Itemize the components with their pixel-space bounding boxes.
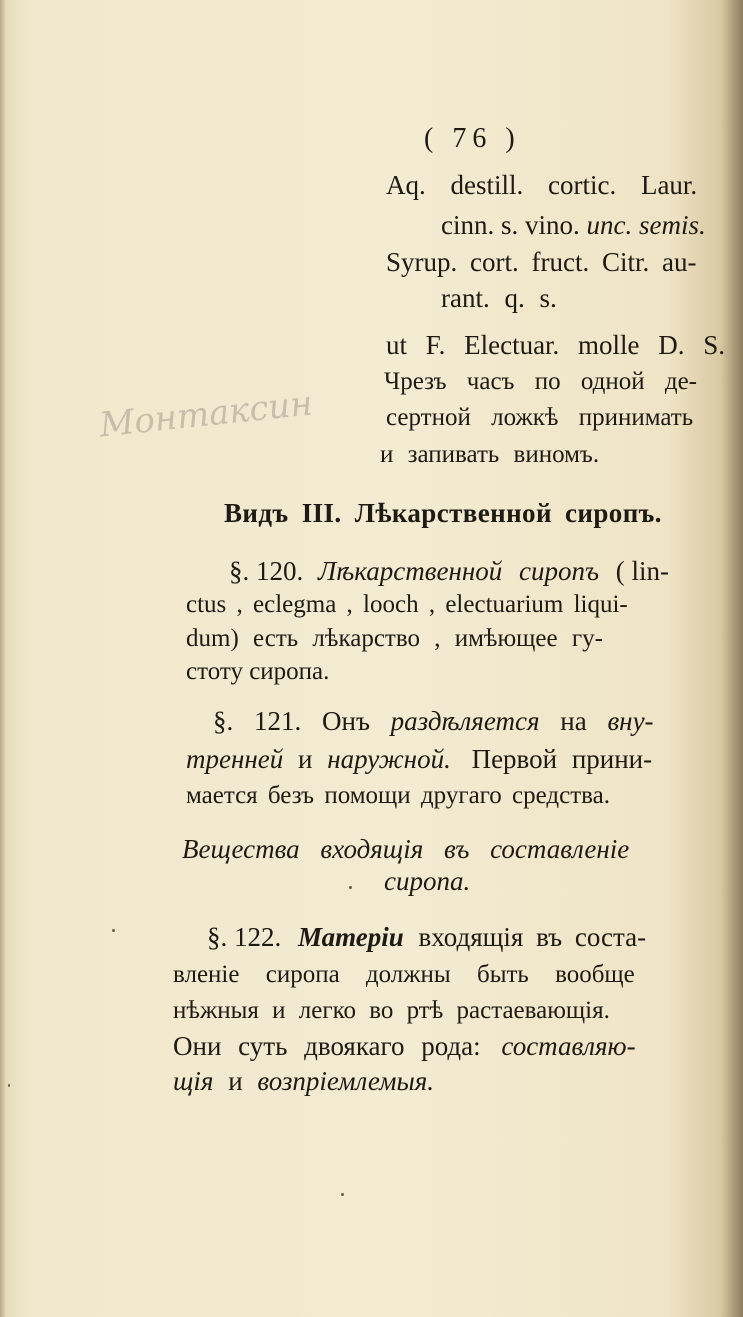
para-120-line-3: dum) есть лѣкарство , имѣющее гу- (186, 625, 603, 652)
para-122-line-5a: щія (173, 1066, 214, 1096)
para-122-line-5c: возпріемлемыя. (257, 1066, 435, 1096)
para-122-line-2: вленіе сиропа должны быть вообще (173, 961, 635, 988)
para-121-line-2b: и (298, 744, 313, 774)
subheading-line-1: Вещества входящія въ составленіе (182, 834, 630, 864)
para-122-rest: входящія въ соста- (418, 922, 647, 952)
recipe-line-5: ut F. Electuar. molle D. S. (386, 330, 726, 360)
paper-speck (341, 1193, 344, 1196)
para-120-rest: ( lin- (615, 556, 669, 586)
section-heading: Видъ III. Лѣкарственной сиропъ. (224, 498, 662, 528)
subheading-line-2: сиропа. (384, 866, 471, 896)
recipe-line-2b: unc. semis. (586, 210, 706, 240)
para-121-line-2 (186, 744, 652, 774)
recipe-line-8: и запивать виномъ. (380, 441, 600, 468)
para-121-line-2c: наружной. (327, 744, 451, 774)
paper-speck (8, 1084, 10, 1087)
paper-speck (112, 929, 115, 932)
para-122-line-5 (173, 1066, 434, 1096)
handwritten-signature: Монтаксин (97, 383, 315, 446)
para-122-line-3: нѣжныя и легко во ртѣ растаевающія. (173, 997, 610, 1024)
recipe-line-1-text: Aq. destill. cortic. Laur. (386, 170, 698, 200)
recipe-line-3: Syrup. cort. fruct. Citr. au- (386, 247, 697, 277)
para-121-word-3: на (560, 706, 587, 736)
recipe-line-7: сертной ложкѣ принимать (386, 404, 694, 431)
para-121-number: §. 121. (213, 706, 302, 736)
para-121-line-1 (213, 706, 654, 736)
recipe-line-2a: cinn. s. vino. (441, 210, 580, 240)
para-121-line-2d: Первой прини- (471, 744, 653, 774)
para-122-line-5b: и (228, 1066, 243, 1096)
recipe-line-4: rant. q. s. (441, 283, 557, 313)
para-120-term: Лѣкарственной сиропъ (318, 556, 599, 586)
para-120-line-4: стоту сиропа. (186, 658, 330, 685)
para-122-term: Матеріи (298, 922, 404, 952)
recipe-line-1 (386, 170, 722, 200)
paper-speck (349, 886, 352, 889)
recipe-line-2 (441, 210, 706, 240)
para-121-line-3: мается безъ помощи другаго средства. (186, 782, 610, 809)
para-121-word-1: Онъ (322, 706, 370, 736)
para-122-number: §. 122. (207, 922, 282, 952)
para-122-line-4 (173, 1031, 636, 1061)
page-number: ( 76 ) (424, 123, 521, 154)
para-121-line-2a: тренней (186, 744, 284, 774)
para-122-line-4a: Они суть двоякаго рода: (173, 1031, 481, 1061)
para-122-line-1 (207, 922, 646, 952)
para-121-word-4: вну- (607, 706, 654, 736)
para-120-line-2: ctus , eclegma , looch , electuarium liqui- (186, 591, 628, 618)
para-122-line-4b: составляю- (501, 1031, 636, 1061)
para-120-line-1 (229, 556, 669, 586)
recipe-line-6: Чрезъ часъ по одной де- (384, 368, 697, 395)
page-gutter (0, 0, 6, 1317)
para-120-number: §. 120. (229, 556, 304, 586)
para-121-word-2: раздѣляется (390, 706, 540, 736)
